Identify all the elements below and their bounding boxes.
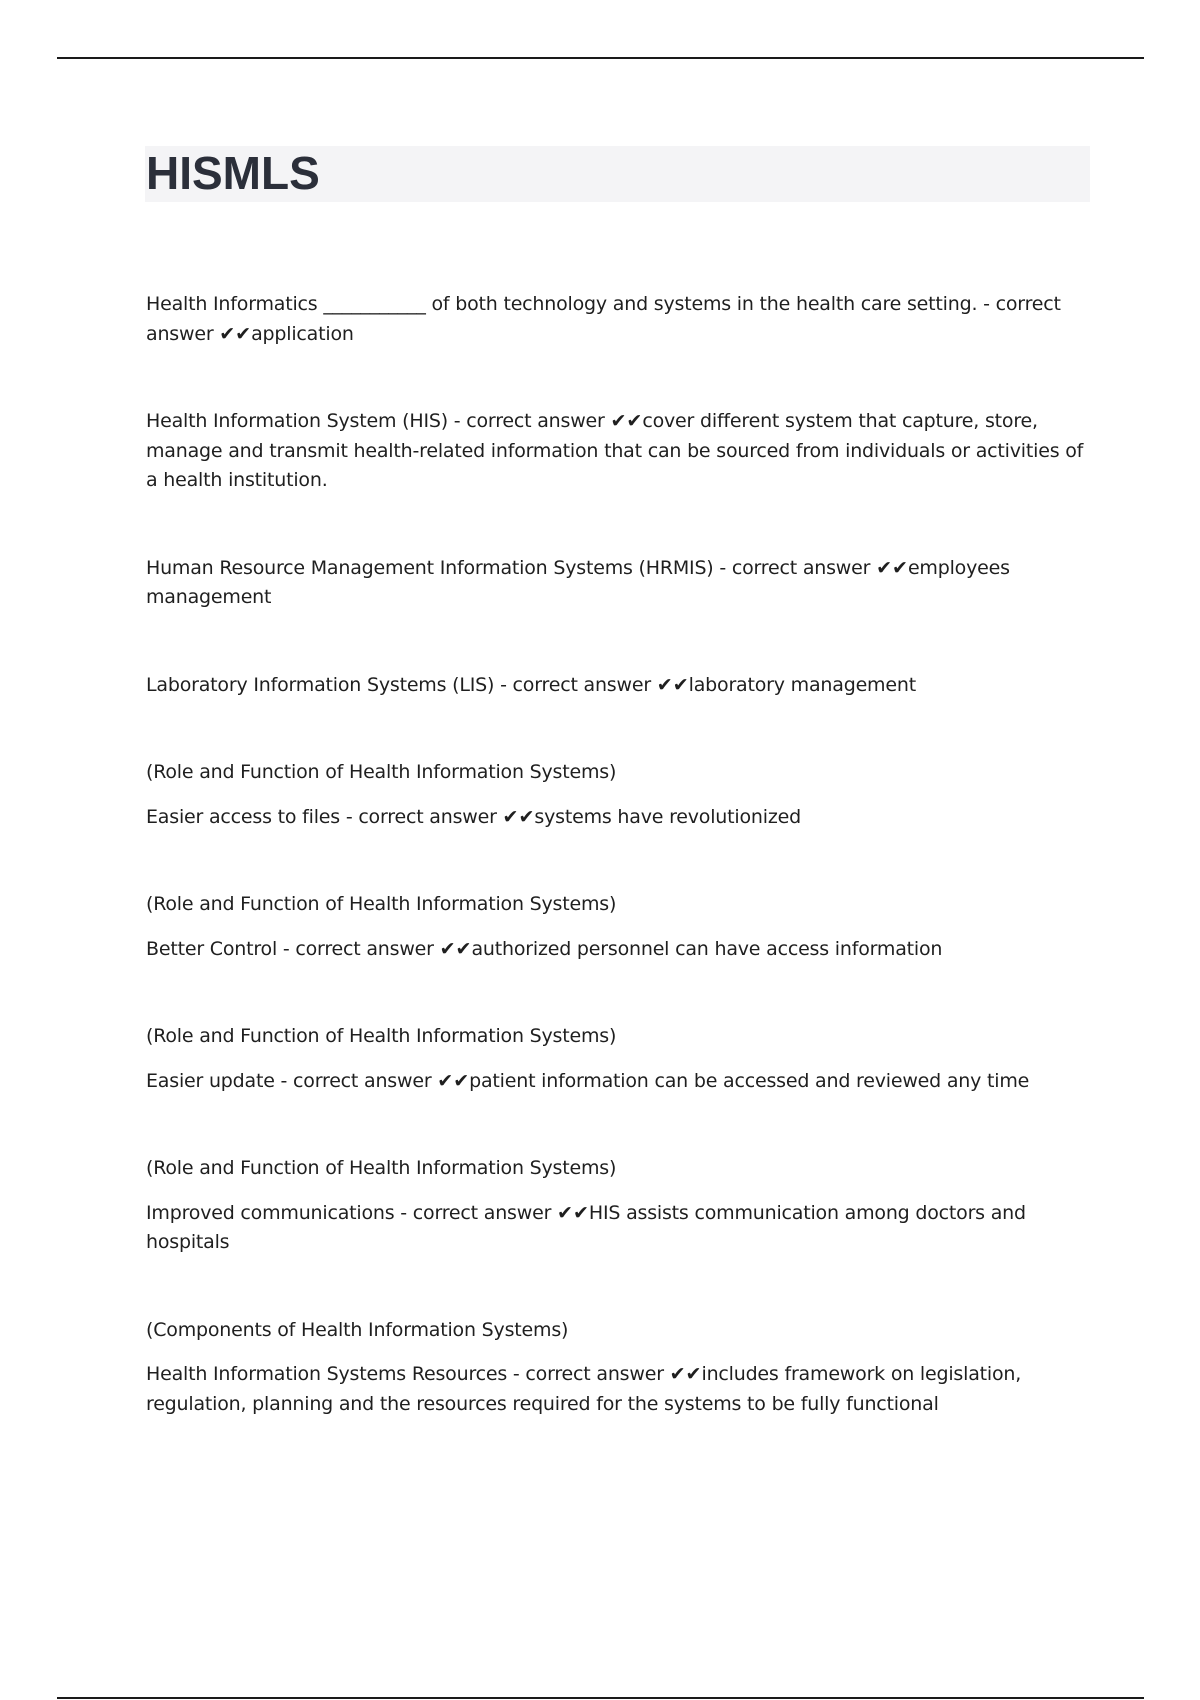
entry-answer: cover different system that capture, store, manage and transmit health-related information that can be sourced from individuals or activities of a health institution. <box>146 410 1084 491</box>
entry-answer: includes framework on legislation, regulation, planning and the resources required for the systems to be fully functional <box>146 1363 1022 1415</box>
flashcard-entry <box>146 890 1091 964</box>
flashcard-entry <box>146 1316 1091 1420</box>
entry-prompt: Human Resource Management Information Systems (HRMIS) - correct answer <box>146 556 877 579</box>
section-heading: (Role and Function of Health Information Systems) <box>146 1025 617 1047</box>
section-heading: (Role and Function of Health Information Systems) <box>146 761 617 783</box>
flashcard-entry <box>146 1022 1091 1096</box>
flashcard-entry <box>146 1154 1091 1258</box>
flashcard-entry <box>146 554 1091 613</box>
entry-prompt: Health Informatics ___________ of both technology and systems in the health care setting. - correct answer <box>146 293 1061 345</box>
flashcard-entry <box>146 407 1091 496</box>
flashcard-entry <box>146 758 1091 832</box>
entry-answer: authorized personnel can have access information <box>471 937 943 960</box>
entry-prompt: Improved communications - correct answer <box>146 1201 558 1224</box>
entry-answer: laboratory management <box>688 673 916 696</box>
entry-answer: patient information can be accessed and reviewed any time <box>469 1069 1030 1092</box>
entry-prompt: Easier update - correct answer <box>146 1069 438 1092</box>
check-mark-icon: ✔✔ <box>439 937 472 960</box>
section-heading: (Role and Function of Health Information Systems) <box>146 1157 617 1179</box>
check-mark-icon: ✔✔ <box>669 1363 702 1385</box>
entry-answer: systems have revolutionized <box>534 805 801 828</box>
top-rule <box>57 57 1144 59</box>
entry-answer: application <box>251 322 354 345</box>
entry-prompt: Health Information Systems Resources - correct answer <box>146 1363 670 1385</box>
section-heading: (Components of Health Information Systems) <box>146 1318 569 1341</box>
entry-answer: HIS assists communication among doctors and hospitals <box>146 1201 1026 1253</box>
flashcard-entry <box>146 290 1091 349</box>
entry-answer: employees management <box>146 556 1010 608</box>
check-mark-icon: ✔✔ <box>557 1201 589 1224</box>
check-mark-icon: ✔✔ <box>437 1069 470 1092</box>
document-title: HISMLS <box>146 147 320 199</box>
check-mark-icon: ✔✔ <box>876 556 908 579</box>
entry-prompt: Easier access to files - correct answer <box>146 805 503 828</box>
check-mark-icon: ✔✔ <box>610 410 643 432</box>
entry-prompt: Better Control - correct answer <box>146 937 440 960</box>
flashcard-list <box>146 290 1091 1419</box>
entry-prompt: Health Information System (HIS) - correct answer <box>146 410 611 432</box>
check-mark-icon: ✔✔ <box>656 673 689 696</box>
section-heading: (Role and Function of Health Information Systems) <box>146 893 617 915</box>
check-mark-icon: ✔✔ <box>502 805 535 828</box>
check-mark-icon: ✔✔ <box>219 322 252 345</box>
bottom-rule <box>57 1697 1144 1699</box>
flashcard-entry <box>146 671 1091 701</box>
entry-prompt: Laboratory Information Systems (LIS) - correct answer <box>146 673 657 696</box>
